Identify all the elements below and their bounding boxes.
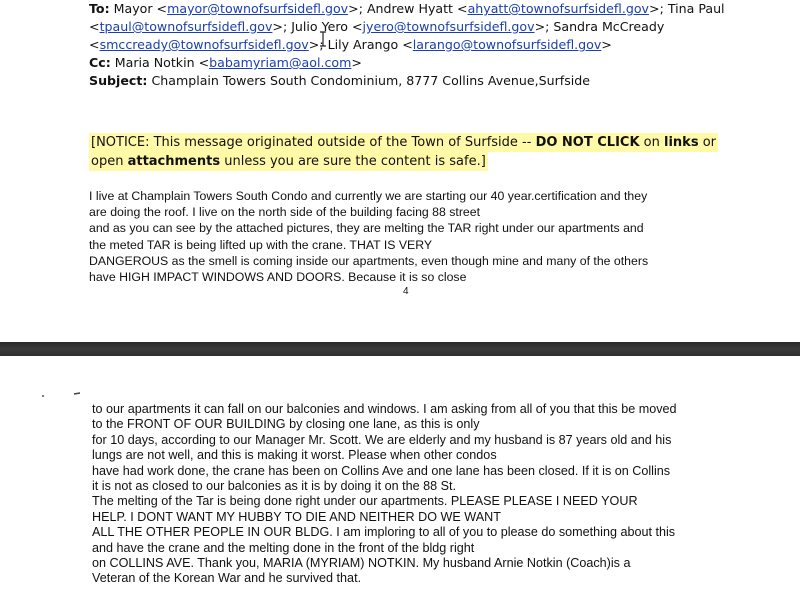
to-label: To:	[89, 1, 110, 16]
scan-speck-icon	[40, 390, 100, 400]
body-line: it is not as closed to our balconies as it is by doing it on the 88 St.	[92, 479, 457, 494]
body-line: are doing the roof. I live on the north side of the building facing 88 street	[89, 205, 481, 220]
email-link-jyero[interactable]: jyero@townofsurfsidefl.gov	[362, 19, 535, 34]
cc-line: Cc: Maria Notkin <babamyriam@aol.com>	[89, 55, 362, 70]
email-body-bottom	[92, 402, 792, 587]
cc-label: Cc:	[89, 55, 111, 70]
to-text: >; Tina Paul	[649, 1, 725, 16]
body-line: I live at Champlain Towers South Condo and currently we are starting our 40 year.certification and they	[89, 189, 648, 203]
body-line: Veteran of the Korean War and he survived that.	[92, 571, 362, 586]
subject-label: Subject:	[89, 73, 148, 88]
body-line: DANGEROUS as the smell is coming inside our apartments, even though mine and many of the others	[89, 253, 649, 268]
body-line: and as you can see by the attached pictures, they are melting the TAR right under our apartments and	[89, 221, 644, 236]
subject-line	[89, 72, 725, 90]
notice-line-1: [NOTICE: This message originated outside of the Town of Surfside -- DO NOT CLICK on links or	[91, 135, 716, 150]
to-text: >; Sandra McCready	[534, 19, 665, 34]
email-link-hyatt[interactable]: ahyatt@townofsurfsidefl.gov	[467, 1, 650, 16]
subject-text: Champlain Towers South Condominium, 8777 Collins Avenue,Surfside	[151, 73, 591, 88]
email-link-tpaul[interactable]: tpaul@townofsurfsidefl.gov	[99, 19, 273, 34]
cc-text: Maria Notkin <	[114, 55, 210, 70]
body-line: ALL THE OTHER PEOPLE IN OUR BLDG. I am imploring to all of you to please do something about this	[92, 525, 676, 540]
body-line: HELP. I DONT WANT MY HUBBY TO DIE AND NEITHER DO WE WANT	[92, 509, 501, 524]
email-link-notkin[interactable]: babamyriam@aol.com	[209, 55, 352, 70]
body-line: to the FRONT OF OUR BUILDING by closing one lane, as this is only	[92, 417, 480, 432]
to-text: >; Andrew Hyatt <	[348, 1, 468, 16]
email-link-smccready[interactable]: smccready@townofsurfsidefl.gov	[99, 37, 309, 52]
to-line-3: <smccready@townofsurfsidefl.gov>; Lily Arango <larango@townofsurfsidefl.gov>	[89, 37, 612, 52]
email-header	[89, 0, 725, 90]
email-link-mayor[interactable]: mayor@townofsurfsidefl.gov	[167, 1, 349, 16]
email-link-larango[interactable]: larango@townofsurfsidefl.gov	[412, 37, 602, 52]
to-text: Mayor <	[113, 1, 168, 16]
text-cursor-icon	[318, 31, 328, 47]
page-number: 4	[403, 286, 409, 297]
notice-line-2: open attachments unless you are sure the content is safe.]	[91, 154, 486, 169]
email-body-top	[89, 188, 789, 285]
page-divider	[0, 342, 800, 356]
body-line: and have the crane and the melting done in the front of the bldg right	[92, 540, 475, 555]
body-line: on COLLINS AVE. Thank you, MARIA (MYRIAM) NOTKIN. My husband Arnie Notkin (Coach)is a	[92, 556, 631, 571]
body-line: to our apartments it can fall on our balconies and windows. I am asking from all of you that this be moved	[92, 402, 677, 416]
body-line: have had work done, the crane has been on Collins Ave and one lane has been closed. If it is on Collins	[92, 463, 671, 478]
to-text: >; Lily Arango <	[308, 37, 413, 52]
to-text: >; Julio Yero <	[272, 19, 363, 34]
body-line: for 10 days, according to our Manager Mr. Scott. We are elderly and my husband is 87 years old and his	[92, 432, 672, 447]
external-notice	[89, 133, 718, 171]
to-line-1	[89, 0, 725, 18]
body-line: the meted TAR is being lifted up with the crane. THAT IS VERY	[89, 237, 433, 252]
to-line-2: <tpaul@townofsurfsidefl.gov>; Julio Yero <jyero@townofsurfsidefl.gov>; Sandra McCready	[89, 19, 665, 34]
body-line: have HIGH IMPACT WINDOWS AND DOORS. Because it is so close	[89, 270, 467, 285]
body-line: lungs are not well, and this is making it worst. Please when other condos	[92, 448, 497, 463]
body-line: The melting of the Tar is being done right under our apartments. PLEASE PLEASE I NEED YOUR	[92, 494, 638, 509]
